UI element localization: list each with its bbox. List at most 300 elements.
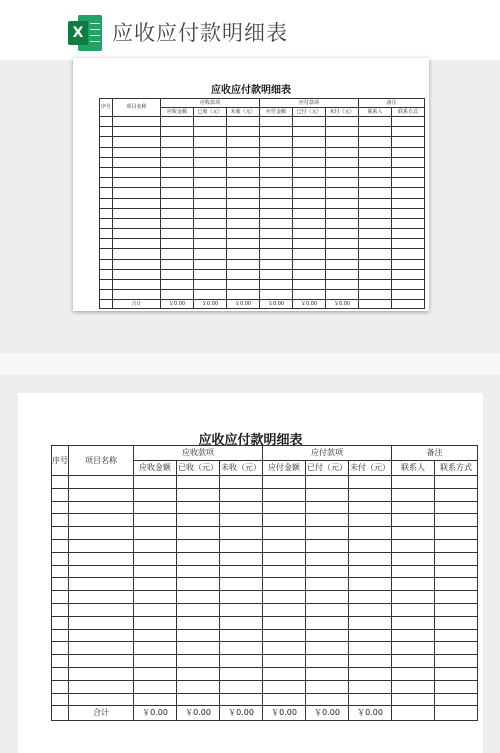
table-cell[interactable] — [326, 280, 359, 290]
table-cell[interactable] — [260, 198, 293, 208]
table-cell[interactable] — [227, 218, 260, 228]
table-cell[interactable] — [134, 616, 177, 629]
table-cell[interactable] — [392, 539, 435, 552]
table-cell[interactable] — [392, 249, 425, 259]
table-cell[interactable] — [260, 259, 293, 269]
table-cell[interactable] — [69, 667, 134, 680]
table-cell[interactable] — [326, 137, 359, 147]
table-cell[interactable] — [220, 539, 263, 552]
table-cell[interactable] — [134, 603, 177, 616]
table-cell[interactable] — [227, 249, 260, 259]
table-cell[interactable] — [161, 127, 194, 137]
table-cell[interactable] — [326, 290, 359, 300]
table-cell[interactable] — [52, 527, 69, 540]
table-cell[interactable] — [392, 642, 435, 655]
table-cell[interactable] — [161, 290, 194, 300]
table-cell[interactable] — [306, 655, 349, 668]
table-cell[interactable] — [359, 290, 392, 300]
table-cell[interactable] — [293, 178, 326, 188]
table-cell[interactable] — [113, 137, 161, 147]
table-cell[interactable] — [227, 259, 260, 269]
table-cell[interactable] — [392, 229, 425, 239]
table-cell[interactable] — [227, 188, 260, 198]
table-cell[interactable] — [359, 198, 392, 208]
table-cell[interactable] — [349, 603, 392, 616]
table-cell[interactable] — [435, 476, 478, 489]
table-cell[interactable] — [392, 565, 435, 578]
table-cell[interactable] — [293, 269, 326, 279]
table-cell[interactable] — [220, 680, 263, 693]
table-cell[interactable] — [220, 667, 263, 680]
table-cell[interactable] — [69, 514, 134, 527]
table-cell[interactable] — [306, 514, 349, 527]
table-cell[interactable] — [69, 680, 134, 693]
table-cell[interactable] — [69, 476, 134, 489]
table-cell[interactable] — [220, 642, 263, 655]
table-cell[interactable] — [260, 290, 293, 300]
table-cell[interactable] — [392, 147, 425, 157]
table-cell[interactable] — [100, 229, 113, 239]
table-cell[interactable] — [100, 218, 113, 228]
table-cell[interactable] — [177, 476, 220, 489]
table-cell[interactable] — [69, 578, 134, 591]
table-cell[interactable] — [134, 667, 177, 680]
table-cell[interactable] — [392, 188, 425, 198]
table-cell[interactable] — [100, 290, 113, 300]
table-cell[interactable] — [392, 239, 425, 249]
table-cell[interactable] — [349, 655, 392, 668]
table-cell[interactable] — [260, 127, 293, 137]
table-cell[interactable] — [435, 591, 478, 604]
table-cell[interactable] — [177, 552, 220, 565]
table-cell[interactable] — [220, 591, 263, 604]
table-cell[interactable] — [306, 578, 349, 591]
table-cell[interactable] — [349, 476, 392, 489]
table-cell[interactable] — [161, 157, 194, 167]
table-cell[interactable] — [435, 514, 478, 527]
table-cell[interactable] — [435, 642, 478, 655]
table-cell[interactable] — [293, 218, 326, 228]
table-cell[interactable] — [113, 280, 161, 290]
table-cell[interactable] — [161, 188, 194, 198]
table-cell[interactable] — [359, 147, 392, 157]
table-cell[interactable] — [263, 539, 306, 552]
table-cell[interactable] — [161, 147, 194, 157]
table-cell[interactable] — [100, 127, 113, 137]
table-cell[interactable] — [435, 616, 478, 629]
table-cell[interactable] — [359, 157, 392, 167]
table-cell[interactable] — [52, 591, 69, 604]
table-cell[interactable] — [52, 655, 69, 668]
table-cell[interactable] — [134, 578, 177, 591]
table-cell[interactable] — [161, 249, 194, 259]
table-cell[interactable] — [194, 259, 227, 269]
table-cell[interactable] — [220, 488, 263, 501]
table-cell[interactable] — [113, 127, 161, 137]
table-cell[interactable] — [435, 693, 478, 706]
table-cell[interactable] — [134, 629, 177, 642]
table-cell[interactable] — [263, 655, 306, 668]
table-cell[interactable] — [359, 269, 392, 279]
table-cell[interactable] — [359, 188, 392, 198]
table-cell[interactable] — [293, 280, 326, 290]
table-cell[interactable] — [113, 157, 161, 167]
table-cell[interactable] — [435, 578, 478, 591]
table-cell[interactable] — [263, 501, 306, 514]
table-cell[interactable] — [134, 488, 177, 501]
table-cell[interactable] — [263, 693, 306, 706]
table-cell[interactable] — [293, 198, 326, 208]
table-cell[interactable] — [161, 239, 194, 249]
table-cell[interactable] — [100, 157, 113, 167]
table-cell[interactable] — [263, 629, 306, 642]
table-cell[interactable] — [260, 188, 293, 198]
table-cell[interactable] — [161, 137, 194, 147]
table-cell[interactable] — [100, 117, 113, 127]
table-cell[interactable] — [293, 137, 326, 147]
table-cell[interactable] — [349, 539, 392, 552]
table-cell[interactable] — [263, 591, 306, 604]
table-cell[interactable] — [263, 667, 306, 680]
table-cell[interactable] — [113, 269, 161, 279]
table-cell[interactable] — [306, 616, 349, 629]
table-cell[interactable] — [260, 137, 293, 147]
table-cell[interactable] — [113, 249, 161, 259]
table-cell[interactable] — [293, 157, 326, 167]
table-cell[interactable] — [194, 178, 227, 188]
table-cell[interactable] — [349, 693, 392, 706]
table-cell[interactable] — [392, 514, 435, 527]
table-cell[interactable] — [435, 501, 478, 514]
table-cell[interactable] — [134, 642, 177, 655]
table-cell[interactable] — [392, 198, 425, 208]
table-cell[interactable] — [227, 127, 260, 137]
table-cell[interactable] — [306, 629, 349, 642]
table-cell[interactable] — [177, 501, 220, 514]
table-cell[interactable] — [260, 167, 293, 177]
table-cell[interactable] — [326, 259, 359, 269]
table-cell[interactable] — [392, 629, 435, 642]
table-cell[interactable] — [392, 157, 425, 167]
table-cell[interactable] — [263, 476, 306, 489]
table-cell[interactable] — [194, 167, 227, 177]
table-cell[interactable] — [326, 269, 359, 279]
table-cell[interactable] — [260, 239, 293, 249]
table-cell[interactable] — [220, 693, 263, 706]
table-cell[interactable] — [326, 218, 359, 228]
table-cell[interactable] — [392, 527, 435, 540]
table-cell[interactable] — [359, 137, 392, 147]
table-cell[interactable] — [349, 527, 392, 540]
table-cell[interactable] — [349, 629, 392, 642]
table-cell[interactable] — [69, 539, 134, 552]
table-cell[interactable] — [326, 239, 359, 249]
table-cell[interactable] — [392, 603, 435, 616]
table-cell[interactable] — [435, 629, 478, 642]
table-cell[interactable] — [349, 642, 392, 655]
table-cell[interactable] — [177, 616, 220, 629]
table-cell[interactable] — [134, 501, 177, 514]
table-cell[interactable] — [194, 117, 227, 127]
table-cell[interactable] — [306, 642, 349, 655]
table-cell[interactable] — [161, 229, 194, 239]
table-cell[interactable] — [69, 552, 134, 565]
table-cell[interactable] — [306, 552, 349, 565]
table-cell[interactable] — [392, 578, 435, 591]
table-cell[interactable] — [326, 178, 359, 188]
table-cell[interactable] — [263, 616, 306, 629]
table-cell[interactable] — [306, 488, 349, 501]
table-cell[interactable] — [52, 539, 69, 552]
table-cell[interactable] — [52, 488, 69, 501]
table-cell[interactable] — [435, 603, 478, 616]
table-cell[interactable] — [326, 229, 359, 239]
table-cell[interactable] — [134, 514, 177, 527]
table-cell[interactable] — [52, 680, 69, 693]
table-cell[interactable] — [306, 693, 349, 706]
table-cell[interactable] — [220, 603, 263, 616]
table-cell[interactable] — [359, 229, 392, 239]
table-cell[interactable] — [263, 578, 306, 591]
table-cell[interactable] — [392, 290, 425, 300]
table-cell[interactable] — [359, 117, 392, 127]
table-cell[interactable] — [435, 680, 478, 693]
table-cell[interactable] — [349, 501, 392, 514]
table-cell[interactable] — [113, 188, 161, 198]
table-cell[interactable] — [194, 290, 227, 300]
table-cell[interactable] — [220, 552, 263, 565]
table-cell[interactable] — [194, 249, 227, 259]
table-cell[interactable] — [349, 591, 392, 604]
table-cell[interactable] — [260, 117, 293, 127]
table-cell[interactable] — [359, 127, 392, 137]
table-cell[interactable] — [392, 501, 435, 514]
table-cell[interactable] — [177, 527, 220, 540]
table-cell[interactable] — [113, 147, 161, 157]
table-cell[interactable] — [100, 137, 113, 147]
table-cell[interactable] — [100, 280, 113, 290]
table-cell[interactable] — [359, 249, 392, 259]
table-cell[interactable] — [113, 198, 161, 208]
table-cell[interactable] — [227, 280, 260, 290]
table-cell[interactable] — [435, 552, 478, 565]
table-cell[interactable] — [161, 178, 194, 188]
table-cell[interactable] — [392, 655, 435, 668]
table-cell[interactable] — [194, 198, 227, 208]
table-cell[interactable] — [392, 218, 425, 228]
table-cell[interactable] — [134, 552, 177, 565]
table-cell[interactable] — [326, 147, 359, 157]
table-cell[interactable] — [359, 178, 392, 188]
table-cell[interactable] — [220, 565, 263, 578]
table-cell[interactable] — [263, 527, 306, 540]
table-cell[interactable] — [134, 565, 177, 578]
table-cell[interactable] — [392, 616, 435, 629]
table-cell[interactable] — [113, 259, 161, 269]
table-cell[interactable] — [260, 249, 293, 259]
table-cell[interactable] — [52, 667, 69, 680]
table-cell[interactable] — [293, 188, 326, 198]
table-cell[interactable] — [392, 476, 435, 489]
table-cell[interactable] — [435, 565, 478, 578]
table-cell[interactable] — [134, 539, 177, 552]
table-cell[interactable] — [293, 167, 326, 177]
table-cell[interactable] — [177, 667, 220, 680]
table-cell[interactable] — [69, 603, 134, 616]
table-cell[interactable] — [263, 552, 306, 565]
table-cell[interactable] — [227, 147, 260, 157]
table-cell[interactable] — [435, 539, 478, 552]
table-cell[interactable] — [161, 198, 194, 208]
table-cell[interactable] — [177, 488, 220, 501]
table-cell[interactable] — [194, 280, 227, 290]
table-cell[interactable] — [349, 565, 392, 578]
table-cell[interactable] — [306, 527, 349, 540]
table-cell[interactable] — [306, 591, 349, 604]
table-cell[interactable] — [161, 259, 194, 269]
table-cell[interactable] — [359, 167, 392, 177]
table-cell[interactable] — [392, 259, 425, 269]
table-cell[interactable] — [293, 127, 326, 137]
table-cell[interactable] — [113, 208, 161, 218]
table-cell[interactable] — [161, 208, 194, 218]
table-cell[interactable] — [69, 655, 134, 668]
table-cell[interactable] — [177, 591, 220, 604]
table-cell[interactable] — [69, 565, 134, 578]
table-cell[interactable] — [69, 591, 134, 604]
table-cell[interactable] — [161, 117, 194, 127]
table-cell[interactable] — [134, 655, 177, 668]
table-cell[interactable] — [263, 642, 306, 655]
table-cell[interactable] — [293, 147, 326, 157]
table-cell[interactable] — [194, 157, 227, 167]
table-cell[interactable] — [177, 565, 220, 578]
table-cell[interactable] — [100, 269, 113, 279]
table-cell[interactable] — [161, 167, 194, 177]
table-cell[interactable] — [326, 208, 359, 218]
table-cell[interactable] — [293, 239, 326, 249]
table-cell[interactable] — [52, 642, 69, 655]
table-cell[interactable] — [349, 616, 392, 629]
table-cell[interactable] — [263, 603, 306, 616]
table-cell[interactable] — [113, 290, 161, 300]
table-cell[interactable] — [306, 667, 349, 680]
table-cell[interactable] — [349, 578, 392, 591]
table-cell[interactable] — [306, 501, 349, 514]
table-cell[interactable] — [220, 629, 263, 642]
table-cell[interactable] — [392, 137, 425, 147]
table-cell[interactable] — [392, 591, 435, 604]
table-cell[interactable] — [113, 167, 161, 177]
table-cell[interactable] — [69, 616, 134, 629]
table-cell[interactable] — [161, 269, 194, 279]
table-cell[interactable] — [260, 229, 293, 239]
table-cell[interactable] — [260, 147, 293, 157]
table-cell[interactable] — [69, 501, 134, 514]
table-cell[interactable] — [113, 229, 161, 239]
table-cell[interactable] — [194, 127, 227, 137]
table-cell[interactable] — [359, 218, 392, 228]
table-cell[interactable] — [392, 167, 425, 177]
table-cell[interactable] — [349, 667, 392, 680]
table-cell[interactable] — [326, 157, 359, 167]
table-cell[interactable] — [392, 680, 435, 693]
table-cell[interactable] — [134, 527, 177, 540]
table-cell[interactable] — [52, 552, 69, 565]
table-cell[interactable] — [161, 218, 194, 228]
table-cell[interactable] — [227, 229, 260, 239]
table-cell[interactable] — [263, 680, 306, 693]
table-cell[interactable] — [100, 167, 113, 177]
table-cell[interactable] — [227, 167, 260, 177]
table-cell[interactable] — [177, 603, 220, 616]
table-cell[interactable] — [260, 157, 293, 167]
table-cell[interactable] — [392, 117, 425, 127]
table-cell[interactable] — [52, 565, 69, 578]
table-cell[interactable] — [194, 218, 227, 228]
table-cell[interactable] — [220, 501, 263, 514]
table-cell[interactable] — [306, 603, 349, 616]
table-cell[interactable] — [293, 249, 326, 259]
table-cell[interactable] — [349, 552, 392, 565]
table-cell[interactable] — [113, 239, 161, 249]
table-cell[interactable] — [263, 565, 306, 578]
table-cell[interactable] — [100, 249, 113, 259]
table-cell[interactable] — [177, 514, 220, 527]
table-cell[interactable] — [227, 117, 260, 127]
table-cell[interactable] — [326, 249, 359, 259]
table-cell[interactable] — [293, 117, 326, 127]
table-cell[interactable] — [227, 137, 260, 147]
table-cell[interactable] — [52, 501, 69, 514]
table-cell[interactable] — [52, 514, 69, 527]
table-cell[interactable] — [306, 539, 349, 552]
table-cell[interactable] — [100, 188, 113, 198]
table-cell[interactable] — [306, 476, 349, 489]
table-cell[interactable] — [349, 514, 392, 527]
table-cell[interactable] — [194, 229, 227, 239]
table-cell[interactable] — [260, 178, 293, 188]
table-cell[interactable] — [69, 488, 134, 501]
table-cell[interactable] — [306, 565, 349, 578]
table-cell[interactable] — [100, 208, 113, 218]
table-cell[interactable] — [435, 527, 478, 540]
table-cell[interactable] — [326, 117, 359, 127]
table-cell[interactable] — [52, 616, 69, 629]
table-cell[interactable] — [392, 693, 435, 706]
table-cell[interactable] — [392, 178, 425, 188]
table-cell[interactable] — [263, 514, 306, 527]
table-cell[interactable] — [435, 655, 478, 668]
table-cell[interactable] — [194, 188, 227, 198]
table-cell[interactable] — [435, 667, 478, 680]
table-cell[interactable] — [260, 280, 293, 290]
table-cell[interactable] — [260, 208, 293, 218]
table-cell[interactable] — [113, 218, 161, 228]
table-cell[interactable] — [134, 591, 177, 604]
table-cell[interactable] — [349, 488, 392, 501]
table-cell[interactable] — [100, 178, 113, 188]
table-cell[interactable] — [227, 290, 260, 300]
table-cell[interactable] — [100, 239, 113, 249]
table-cell[interactable] — [220, 527, 263, 540]
table-cell[interactable] — [177, 680, 220, 693]
table-cell[interactable] — [263, 488, 306, 501]
table-cell[interactable] — [359, 280, 392, 290]
table-cell[interactable] — [392, 280, 425, 290]
table-cell[interactable] — [392, 488, 435, 501]
table-cell[interactable] — [220, 655, 263, 668]
